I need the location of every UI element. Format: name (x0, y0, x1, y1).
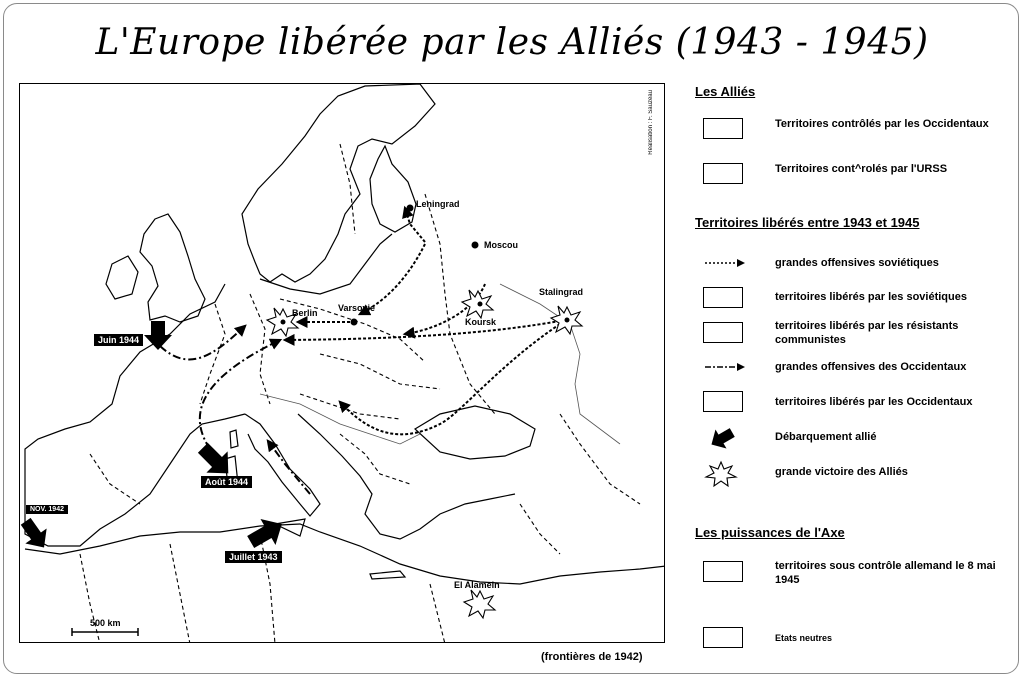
landing-arrow-juillet-1943 (243, 511, 289, 555)
legend-symbol-soviet-offensive (703, 257, 747, 269)
legend-item-urss (695, 162, 1015, 202)
border-14 (430, 584, 445, 643)
legend-heading-axis: Les puissances de l'Axe (695, 525, 845, 540)
coast-crete (370, 571, 405, 579)
legend-heading-liberated: Territoires libérés entre 1943 et 1945 (695, 215, 920, 230)
legend-item-western-liberated (695, 391, 1015, 431)
coast-baltic (260, 234, 392, 294)
coast-scandinavia (242, 84, 435, 282)
borders-note: (frontières de 1942) (541, 651, 643, 663)
victory-burst-el-alamein (464, 590, 495, 618)
map-credit: Réalisation : F. Sauzeau (648, 90, 654, 155)
western-offensive-provence (200, 340, 280, 449)
landing-tag-juin-1944: Juin 1944 (94, 334, 143, 346)
city-label-koursk: Koursk (465, 317, 497, 327)
city-dots (280, 205, 571, 326)
city-label-stalingrad: Stalingrad (539, 287, 584, 297)
moscou-dot (472, 242, 479, 249)
legend-heading-allies: Les Alliés (695, 84, 756, 99)
legend-text-soviet-offensives: grandes offensives soviétiques (775, 257, 939, 269)
coast-finland (370, 146, 416, 232)
coast-italy (245, 414, 320, 516)
border-15 (520, 504, 560, 554)
legend-swatch-neutral (703, 627, 743, 648)
legend-text-resistants: territoires libérés par les résistants communistes (775, 320, 959, 346)
legend-text-german-control: territoires sous contrôle allemand le 8 mai 1945 (775, 560, 996, 586)
legend-swatch-soviet-liberated (703, 287, 743, 308)
landing-arrow-juin-1944 (144, 321, 172, 350)
legend-item-resistants (695, 319, 1015, 359)
border-2 (250, 294, 270, 404)
legend-text-landing: Débarquement allié (775, 431, 877, 443)
landing-tag-juillet-1943: Juillet 1943 (225, 551, 282, 563)
border-9 (560, 414, 640, 504)
legend-text-western-liberated: territoires libérés par les Occidentaux (775, 396, 973, 408)
border-11 (80, 554, 100, 643)
border-6 (300, 394, 400, 419)
legend-text-occidentaux: Territoires contrôlés par les Occidentaux (775, 118, 989, 130)
border-1 (200, 304, 225, 404)
legend-item-victory (695, 460, 1015, 500)
legend-item-german-control (695, 559, 1015, 599)
legend-swatch-resistants (703, 322, 743, 343)
legend-swatch-urss (703, 163, 743, 184)
coast-north-africa (25, 524, 665, 584)
legend-swatch-german-control (703, 561, 743, 582)
legend-symbol-landing-arrow (703, 427, 739, 451)
legend-text-western-offensives: grandes offensives des Occidentaux (775, 361, 967, 373)
legend-item-occidentaux (695, 117, 1015, 157)
map-panel (19, 83, 665, 643)
city-label-moscou: Moscou (484, 240, 519, 250)
western-offensive-italy (268, 441, 310, 494)
soviet-offensives (285, 208, 565, 434)
city-label-leningrad: Leningrad (416, 199, 460, 209)
city-label-varsovie: Varsovie (338, 303, 376, 313)
coast-corsica (230, 430, 238, 448)
western-offensives (160, 326, 310, 494)
legend-swatch-occidentaux (703, 118, 743, 139)
page-title: L'Europe libérée par les Alliés (1943 - 1945) (95, 22, 929, 63)
legend-text-urss: Territoires cont^rolés par l'URSS (775, 163, 948, 175)
legend-symbol-western-offensive (703, 361, 747, 373)
europe-map (20, 84, 665, 643)
legend-text-neutral: Etats neutres (775, 633, 833, 643)
border-12 (170, 544, 190, 643)
coast-britain (140, 214, 205, 322)
scale-label: 500 km (90, 618, 121, 628)
coast-black-sea (415, 406, 535, 459)
legend-text-victory: grande victoire des Alliés (775, 466, 908, 478)
city-label-berlin: Berlin (292, 308, 318, 318)
landing-tag-aout-1944: Août 1944 (201, 476, 252, 488)
coast-balkans (298, 414, 515, 539)
leningrad-dot (407, 205, 414, 212)
legend-swatch-western-liberated (703, 391, 743, 412)
legend-symbol-victory-burst (703, 460, 739, 488)
legend-item-neutral (695, 626, 1015, 666)
border-7 (340, 434, 410, 484)
coast-ireland (106, 256, 138, 299)
border-8 (90, 454, 140, 504)
varsovie-dot (351, 319, 358, 326)
legend-text-soviet-liberated: territoires libérés par les soviétiques (775, 291, 967, 303)
scale-bar (72, 628, 138, 636)
city-label-el-alamein: El Alamein (454, 580, 500, 590)
landing-tag-nov-1942: NOV. 1942 (26, 505, 68, 514)
borders (80, 144, 640, 643)
soviet-offensive-south (340, 324, 560, 434)
